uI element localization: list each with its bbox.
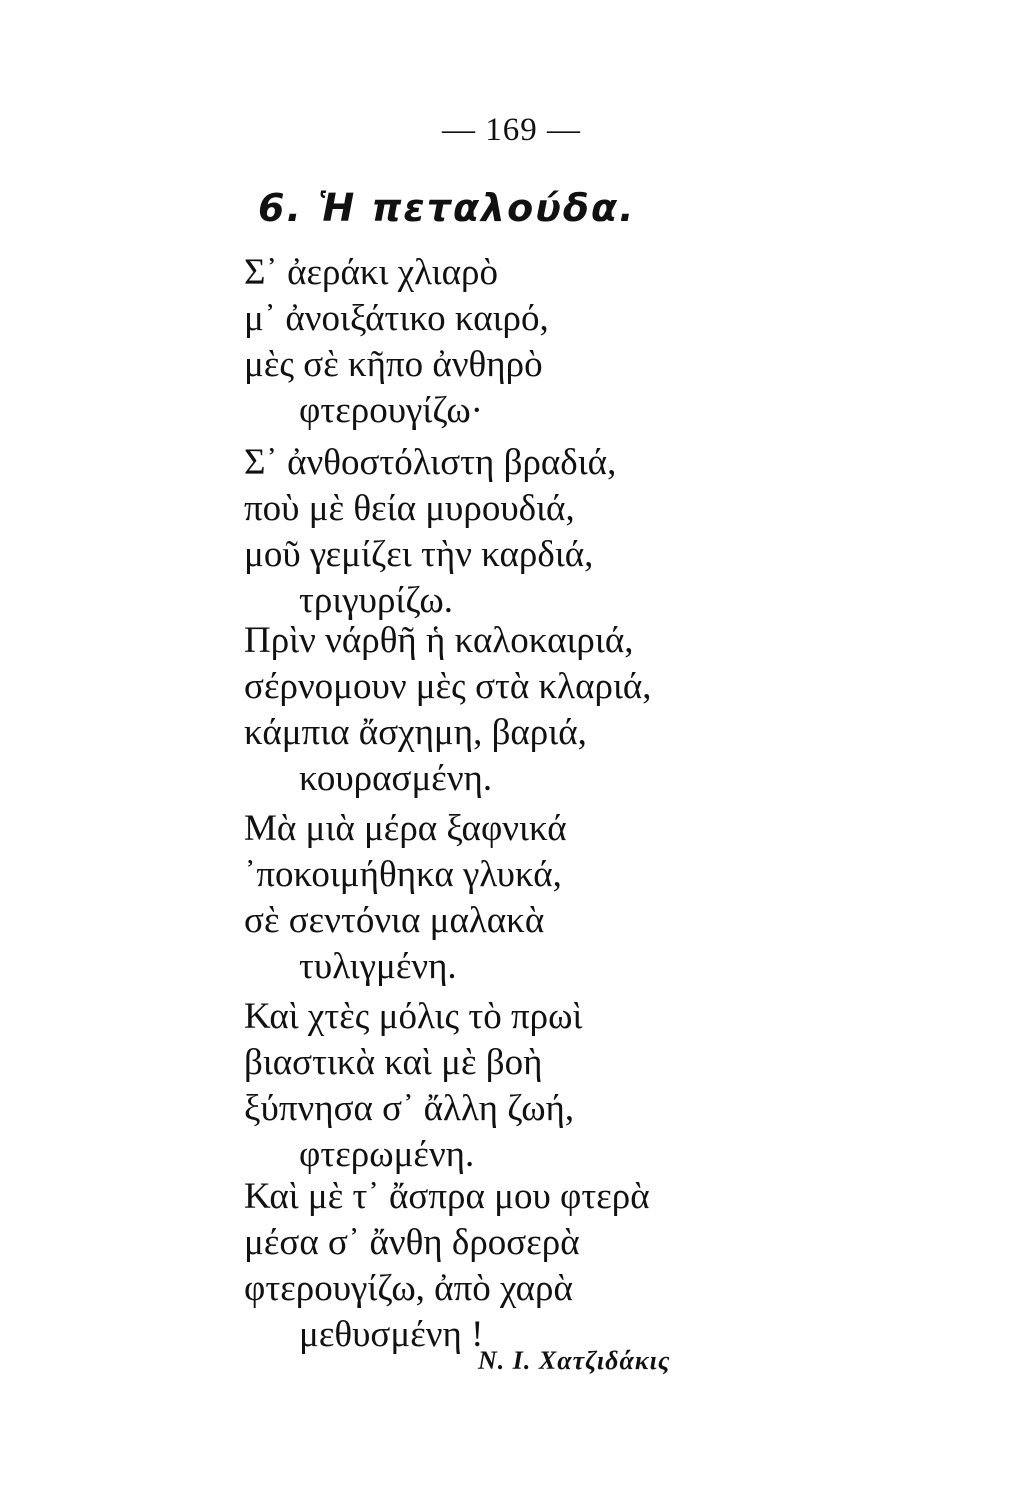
poem-line: τριγυρίζω. (299, 580, 453, 621)
poem-line: μ᾽ ἀνοιξάτικο καιρό, (244, 298, 549, 339)
poem-line: Καὶ μὲ τ᾽ ἄσπρα μου φτερὰ (244, 1176, 650, 1217)
poem-line: μοῦ γεμίζει τὴν καρδιά, (244, 534, 594, 575)
poem-line: τυλιγμένη. (299, 946, 457, 987)
poem-line: ᾽ποκοιμήθηκα γλυκά, (244, 854, 562, 895)
stanza-1 (244, 250, 549, 434)
poem-line: φτερουγίζω, ἀπὸ χαρὰ (244, 1268, 573, 1309)
stanza-4 (244, 806, 567, 990)
poem-line: φτερωμένη. (299, 1134, 475, 1175)
poem-line: σὲ σεντόνια μαλακὰ (244, 900, 545, 941)
poem-line: Μὰ μιὰ μέρα ξαφνικά (244, 808, 567, 849)
poem-line: ξύπνησα σ᾽ ἄλλη ζωή, (244, 1088, 575, 1129)
poem-line: μέσα σ᾽ ἄνθη δροσερὰ (244, 1222, 580, 1263)
stanza-5 (244, 994, 582, 1178)
author-signature: Ν. Ι. Χατζιδάκις (478, 1346, 671, 1375)
poem-line: φτερουγίζω· (299, 390, 484, 431)
poem-line: σέρνομουν μὲς στὰ κλαριά, (244, 666, 652, 707)
poem-line: μεθυσμένη ! (299, 1314, 484, 1355)
poem-line: κάμπια ἄσχημη, βαριά, (244, 712, 587, 753)
poem-line: Καὶ χτὲς μόλις τὸ πρωὶ (244, 996, 583, 1037)
poem-line: βιαστικὰ καὶ μὲ βοὴ (244, 1042, 543, 1083)
poem-line: κουρασμένη. (299, 758, 493, 799)
poem-line: Σ᾽ ἀνθοστόλιστη βραδιά, (244, 442, 617, 483)
stanza-6 (244, 1174, 650, 1358)
poem-line: μὲς σὲ κῆπο ἀνθηρὸ (244, 344, 543, 385)
poem-line: Πρὶν νάρθῆ ἡ καλοκαιριά, (244, 620, 634, 661)
stanza-3 (244, 618, 652, 802)
poem-line: ποὺ μὲ θεία μυρουδιά, (244, 488, 575, 529)
poem-title: 6. Ἡ πεταλούδα. (258, 186, 636, 230)
poem-line: Σ᾽ ἀεράκι χλιαρὸ (244, 252, 498, 293)
stanza-2 (244, 440, 616, 624)
page-number: — 169 — (442, 112, 581, 148)
